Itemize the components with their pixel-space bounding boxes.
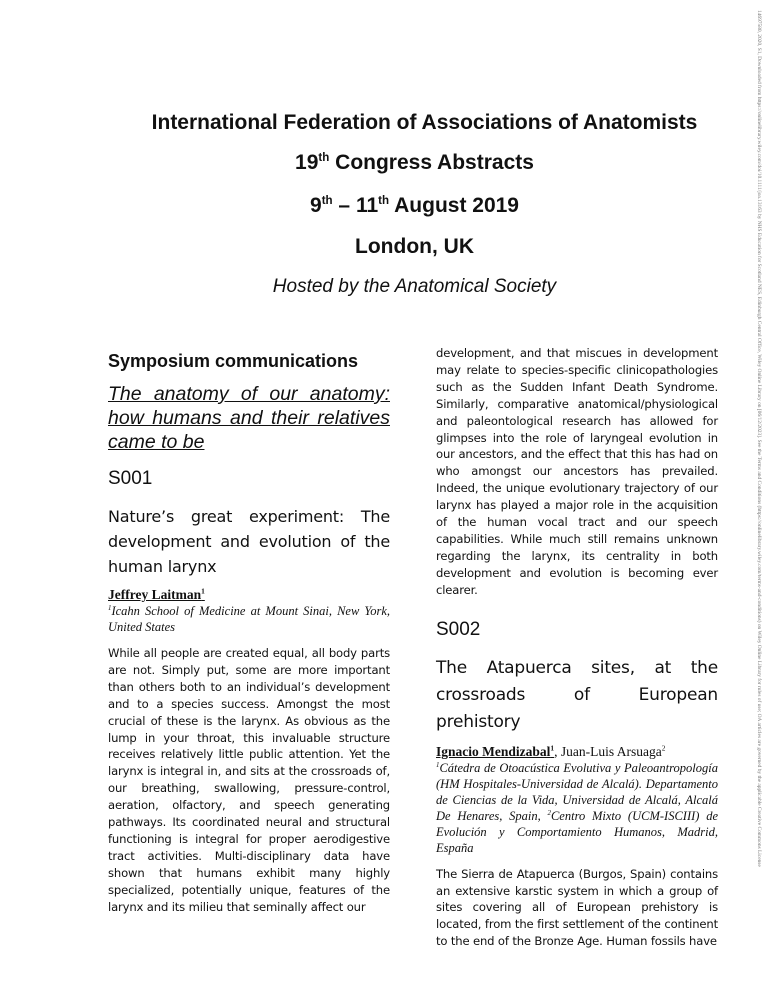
congress-text: Congress Abstracts: [329, 151, 534, 174]
symposium-title: The anatomy of our anatomy: how humans and their relatives came to be: [108, 383, 390, 453]
ordinal-suffix: th: [378, 195, 390, 207]
ordinal-suffix: th: [318, 152, 330, 164]
abstract-body: The Sierra de Atapuerca (Burgos, Spain) contains an extensive karstic system in which a group of sites covering all of European prehistory is located, from the first settlement of the continent to the end of the Bronze Age. Human fossils have: [436, 866, 718, 949]
host-line: Hosted by the Anatomical Society: [272, 276, 557, 297]
download-watermark: [756, 0, 768, 1000]
date-start: 9: [310, 194, 322, 217]
presenting-author: [436, 744, 554, 759]
organization-title: International Federation of Associations of Anatomists: [151, 111, 698, 134]
affiliation-marker: 1: [550, 743, 555, 753]
affiliation-marker: 2: [661, 743, 666, 753]
date-end: – 11: [332, 194, 379, 217]
affiliation-text: Icahn School of Medicine at Mount Sinai, New York, United States: [108, 604, 390, 634]
author-name: Ignacio Mendizabal: [436, 743, 551, 759]
author-list: [108, 587, 390, 603]
abstract-title: The Atapuerca sites, at the crossroads of European prehistory: [436, 657, 718, 732]
affiliation-marker: 1: [108, 604, 112, 612]
watermark-text: 14697580, 2020, S1, Downloaded from https://onlinelibrary.wiley.com/doi/10.1111/joa.13163 by NHS Education for Scotland NES, Edinburgh Central Office, Wiley Online Library on [06/12/2023]. See the Terms and Conditions (https://onlinelibrary.wiley.com/terms-and-conditions) on Wiley Online Library for rules of use; OA articles are governed by the applicable Creative Commons License: [756, 10, 762, 867]
left-column: [108, 345, 390, 916]
section-heading: Symposium communications: [108, 351, 359, 371]
congress-dates: [28, 194, 773, 218]
abstract-id: S002: [436, 618, 481, 640]
congress-number: 19: [295, 151, 319, 174]
co-author: , Juan-Luis Arsuaga: [554, 743, 662, 759]
date-month-year: August 2019: [389, 194, 519, 217]
congress-location: London, UK: [355, 235, 474, 258]
congress-title: [28, 151, 773, 175]
ordinal-suffix: th: [321, 195, 333, 207]
author-list: [436, 744, 718, 760]
abstract-body-continued: development, and that miscues in development may relate to species-specific clinicopathologies such as the Sudden Infant Death Syndrome. Similarly, comparative anatomical/physiological and paleontological research has allowed for glimpses into the role of laryngeal evolution in our ancestors, and the effect that this has had on who amongst our ancestors has prevailed. Indeed, the unique evolutionary trajectory of our larynx has played a major role in the acquisition of the human vocal tract and our speech capabilities. While much still remains unknown regarding the larynx, its centrality in both development and evolution is becoming ever clearer.: [436, 346, 718, 597]
affiliation-text: Cátedra de Otoacústica Evolutiva y Paleoantropología (HM Hospitales-Universidad de Alcalá). Departamento de Ciencias de la Vida, Universidad de Alcalá, Alcalá De Henares, Spain,: [436, 760, 718, 823]
affiliation: [436, 760, 718, 856]
affiliation-marker: 2: [547, 809, 551, 817]
presenting-author: [108, 587, 205, 602]
abstract-body: While all people are created equal, all body parts are not. Simply put, some are more important than others both to an individual’s development and to a species success. Amongst the most crucial of these is the larynx. As obvious as the lump in your throat, this invaluable structure receives relatively little public attention. Yet the larynx is integral in, and sits at the crossroads of, our breathing, swallowing, pressure-control, aeration, olfactory, and speech generating pathways. Its coordinated neural and structural functioning is integral for proper aerodigestive tract activities. Multi-disciplinary data have shown that humans exhibit many highly specialized, potentially unique, features of the larynx and its milieu that seminally affect our: [108, 646, 390, 914]
affiliation: [108, 603, 390, 635]
affiliation-marker: 1: [436, 761, 440, 769]
author-name: Jeffrey Laitman: [108, 587, 202, 602]
abstract-title: Nature’s great experiment: The development and evolution of the human larynx: [108, 507, 390, 576]
abstract-id: S001: [108, 468, 153, 489]
affiliation-marker: 1: [201, 586, 205, 596]
affiliation-text: Centro Mixto (UCM-ISCIII) de Evolución y Comportamiento Humanos, Madrid, España: [436, 808, 719, 855]
right-column: [436, 345, 718, 950]
